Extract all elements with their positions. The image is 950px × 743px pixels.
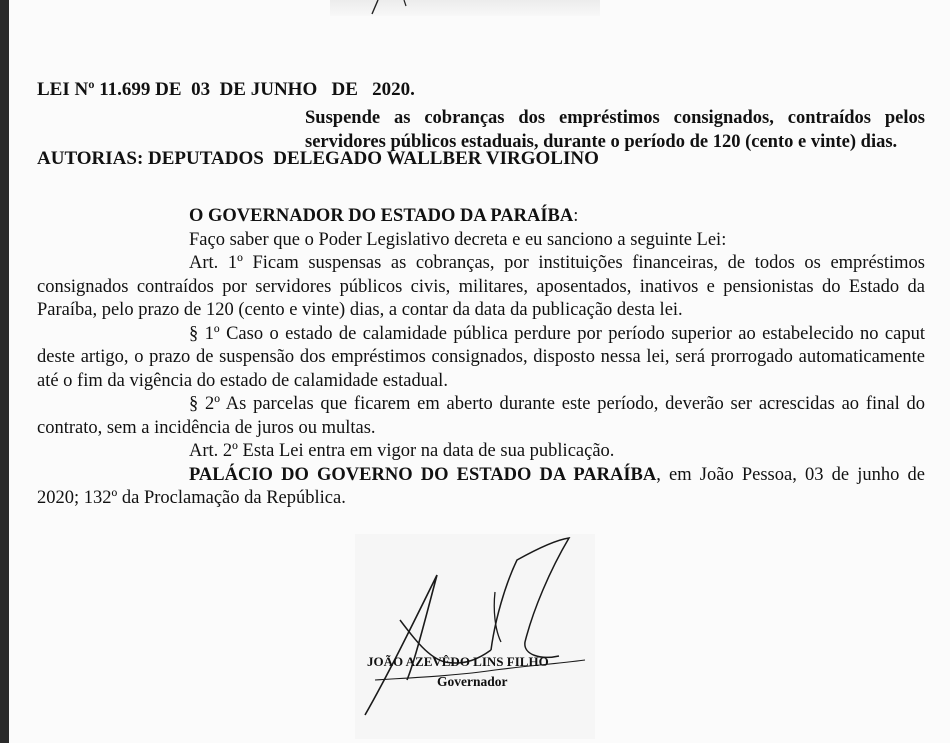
handwritten-signature [345, 530, 605, 743]
palace-closing [37, 464, 925, 511]
signatory-title: Governador [437, 674, 508, 689]
signature-block [345, 530, 605, 743]
palace-name: PALÁCIO DO GOVERNO DO ESTADO DA PARAÍBA [189, 464, 657, 485]
governor-heading [37, 205, 925, 229]
governor-heading-text: O GOVERNADOR DO ESTADO DA PARAÍBA [189, 206, 574, 226]
authors-line: AUTORIAS: DEPUTADOS DELEGADO WALLBER VIRGOLINO [37, 148, 599, 169]
paragraph-1: § 1º Caso o estado de calamidade pública perdure por período superior ao estabelecido no caput deste artigo, o prazo de suspensão dos empréstimos consignados, disposto nessa lei, será prorrogado automaticamente até o fim da vigência do estado de calamidade estadual. [37, 323, 925, 391]
enactment-clause: Faço saber que o Poder Legislativo decreta e eu sanciono a seguinte Lei: [189, 229, 727, 250]
signatory-name: JOÃO AZEVÊDO LINS FILHO [367, 654, 549, 669]
article-1: Art. 1º Ficam suspensas as cobranças, por instituições financeiras, de todos os empréstimos consignados contraídos por servidores públicos civis, militares, aposentados, inativos e pensionistas do Estado da Paraíba, pelo prazo de 120 (cento e vinte) dias, a contar da data da publicação desta lei. [37, 253, 925, 320]
law-summary: Suspende as cobranças dos empréstimos consignados, contraídos pelos servidores públicos estaduais, durante o período de 120 (cento e vinte) dias. [305, 108, 925, 152]
palace-closing-text: , em João Pessoa, 03 de junho de 2020; 132º da Proclamação da República. [37, 464, 925, 508]
page-edge-shadow [0, 0, 9, 743]
law-number-line: LEI Nº 11.699 DE 03 DE JUNHO DE 2020. [37, 79, 415, 100]
article-2: Art. 2º Esta Lei entra em vigor na data de sua publicação. [189, 441, 615, 461]
governor-heading-colon: : [573, 206, 579, 226]
law-body [37, 205, 925, 511]
top-signature-stroke [360, 0, 420, 16]
paragraph-2: § 2º As parcelas que ficarem em aberto durante este período, deverão ser acrescidas ao final do contrato, sem a incidência de juros ou multas. [37, 394, 925, 438]
